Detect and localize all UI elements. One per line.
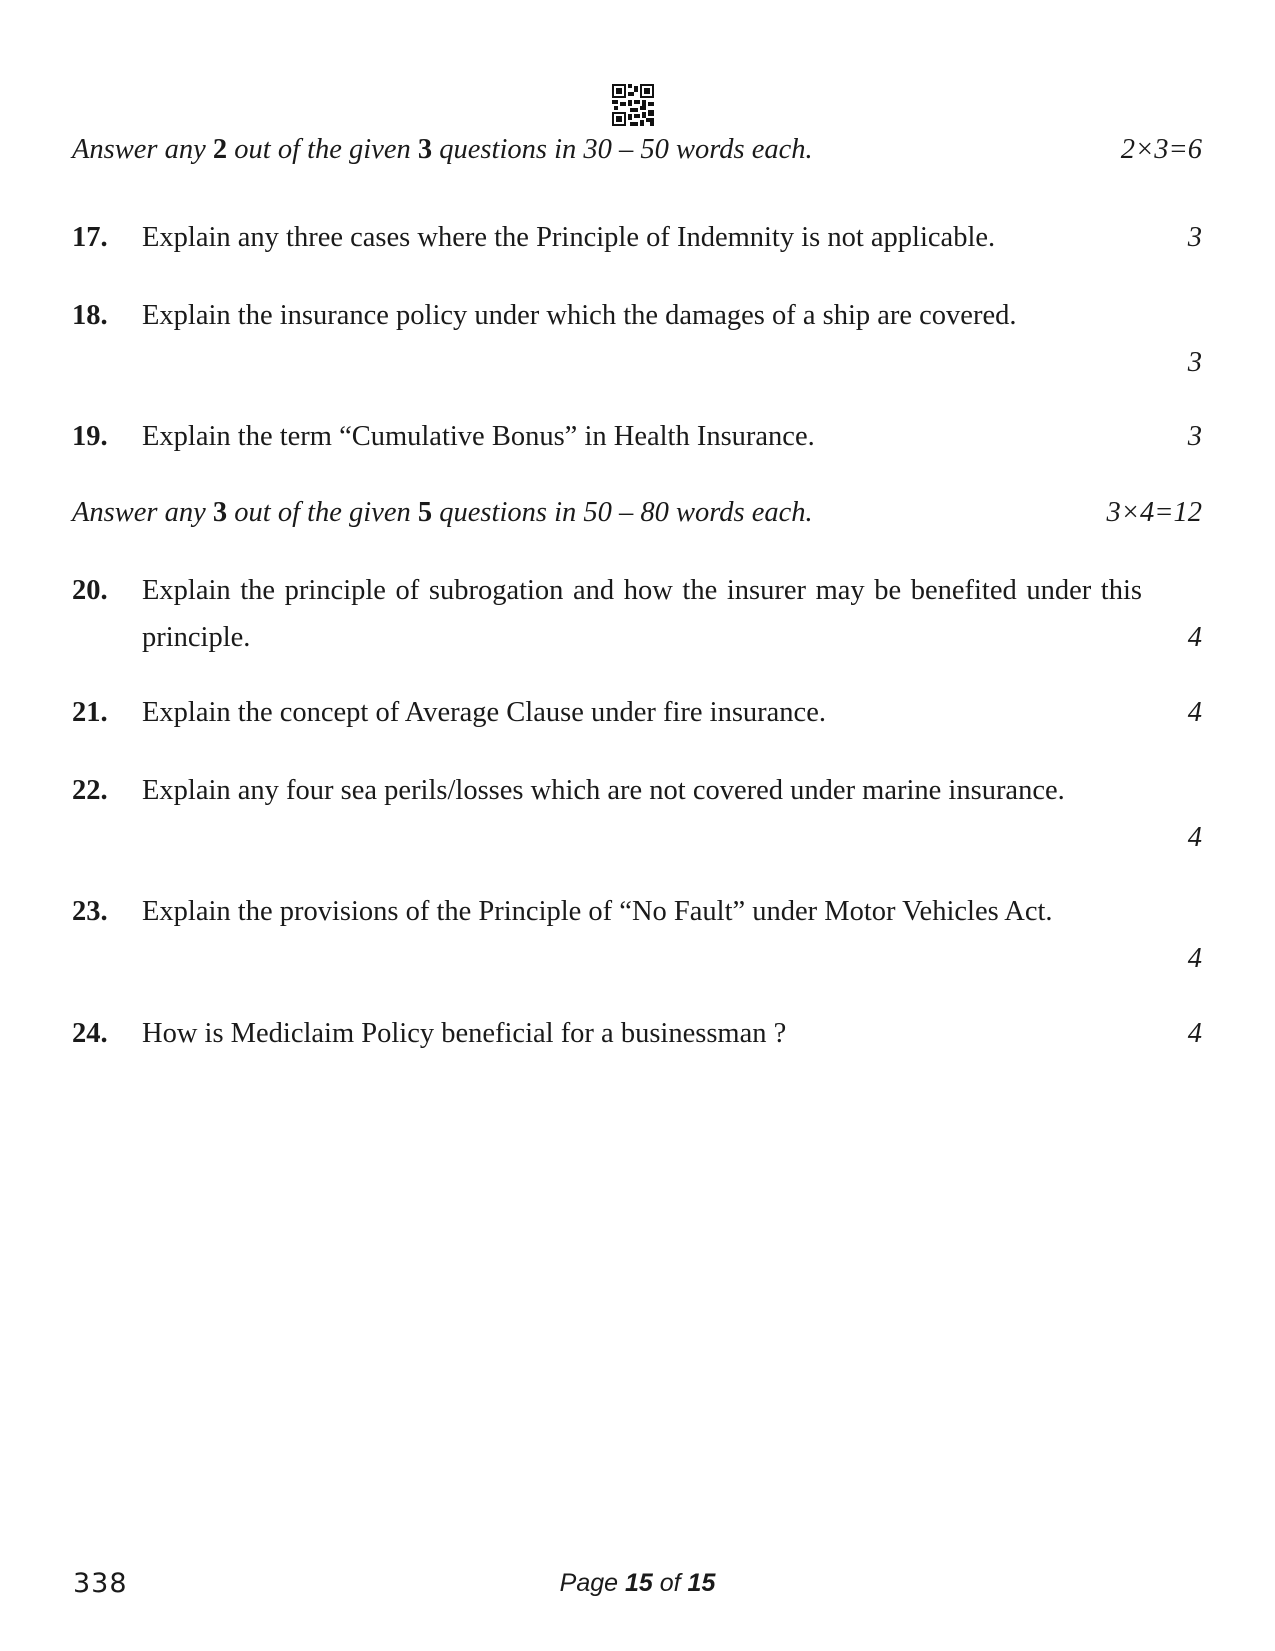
question-number: 20.	[72, 575, 108, 606]
question-text: Explain any four sea perils/losses which are not covered under marine insurance.	[142, 775, 1065, 806]
instruction-text-pre: Answer any	[72, 134, 213, 165]
question-marks: 4	[1187, 943, 1202, 974]
question-marks: 4	[1187, 697, 1202, 728]
instruction-total: 5	[417, 497, 433, 528]
section-marks: 3×4=12	[1106, 497, 1202, 528]
question-number: 22.	[72, 775, 108, 806]
question-text: Explain the concept of Average Clause under fire insurance.	[142, 697, 826, 728]
question-number: 21.	[72, 697, 108, 728]
instruction-count: 2	[212, 134, 228, 165]
page-number	[0, 1569, 1275, 1598]
section-marks: 2×3=6	[1120, 134, 1202, 165]
question-number: 17.	[72, 222, 108, 253]
instruction-text-post: questions in 30 – 50 words each.	[432, 134, 813, 165]
question-marks: 3	[1187, 347, 1202, 378]
question-text: Explain any three cases where the Principle of Indemnity is not applicable.	[142, 222, 996, 253]
question-marks: 4	[1187, 622, 1202, 653]
question-text: Explain the term “Cumulative Bonus” in Health Insurance.	[142, 421, 815, 452]
question-number: 19.	[72, 421, 108, 452]
instruction-text-mid: out of the given	[227, 497, 418, 528]
question-text: Explain the insurance policy under which the damages of a ship are covered.	[142, 300, 1017, 331]
instruction-text-mid: out of the given	[227, 134, 418, 165]
instruction-text-post: questions in 50 – 80 words each.	[432, 497, 813, 528]
instruction-total: 3	[417, 134, 433, 165]
page-current: 15	[624, 1569, 653, 1597]
question-marks: 4	[1187, 822, 1202, 853]
question-marks: 3	[1187, 421, 1202, 452]
qr-code-icon	[612, 84, 654, 126]
instruction-text-pre: Answer any	[72, 497, 213, 528]
question-text: Explain the provisions of the Principle of “No Fault” under Motor Vehicles Act.	[142, 896, 1053, 927]
question-text: Explain the principle of subrogation and how the insurer may be benefited under this principle.	[142, 575, 1142, 653]
question-number: 24.	[72, 1018, 108, 1049]
section-instruction	[72, 495, 1202, 531]
page-total: 15	[687, 1569, 716, 1597]
question-marks: 4	[1187, 1018, 1202, 1049]
paper-code: 338	[73, 1568, 128, 1599]
question-marks: 3	[1187, 222, 1202, 253]
instruction-count: 3	[212, 497, 228, 528]
question-number: 18.	[72, 300, 108, 331]
page-of: of	[652, 1569, 688, 1597]
question-text: How is Mediclaim Policy beneficial for a businessman ?	[142, 1018, 787, 1049]
section-instruction	[72, 132, 1202, 168]
page-word: Page	[559, 1569, 625, 1597]
question-number: 23.	[72, 896, 108, 927]
